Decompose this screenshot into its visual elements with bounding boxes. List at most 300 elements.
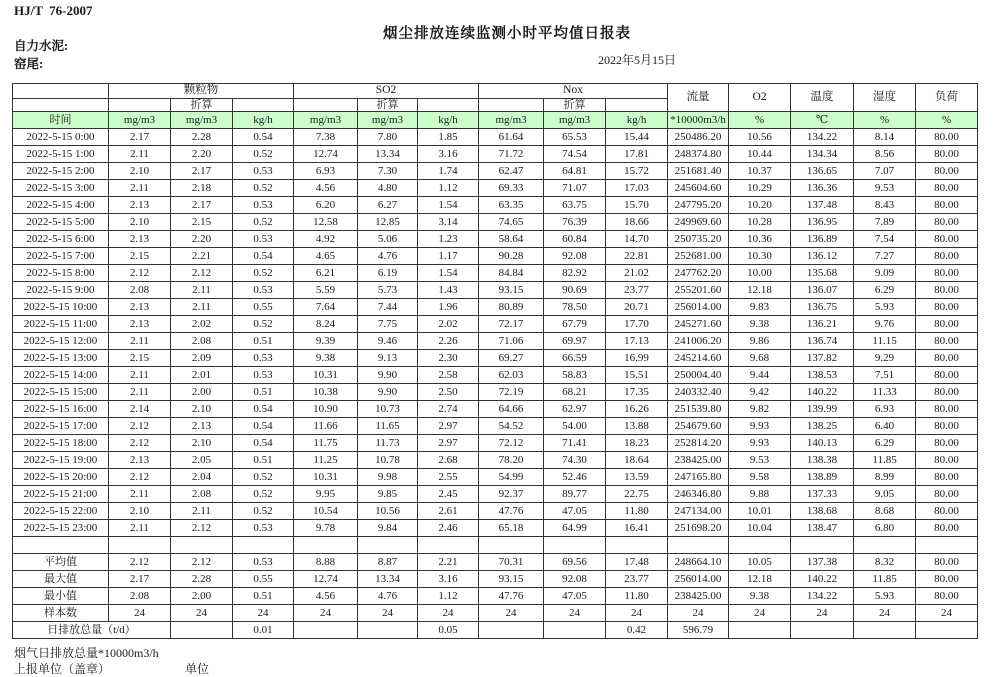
cell: 245271.60: [668, 316, 729, 333]
cell: 6.29: [854, 282, 916, 299]
cell: 4.76: [358, 588, 418, 605]
cell: 60.84: [544, 231, 606, 248]
cell: 256014.00: [668, 299, 729, 316]
cell: 24: [294, 605, 358, 622]
cell: 238425.00: [668, 452, 729, 469]
cell: 2.08: [171, 333, 233, 350]
cell: 0.52: [233, 469, 294, 486]
cell: 18.66: [606, 214, 668, 231]
cell: 0.53: [233, 163, 294, 180]
cell: 2.18: [171, 180, 233, 197]
cell: 249969.60: [668, 214, 729, 231]
cell: 2022-5-15 20:00: [13, 469, 109, 486]
cell: 23.77: [606, 282, 668, 299]
cell: 250735.20: [668, 231, 729, 248]
cell: [544, 537, 606, 554]
cell: 136.36: [791, 180, 854, 197]
cell: 10.37: [729, 163, 791, 180]
header-converted-pm: 折算: [171, 99, 233, 112]
cell: 9.95: [294, 486, 358, 503]
cell: [791, 537, 854, 554]
cell: 72.17: [479, 316, 544, 333]
cell: 80.89: [479, 299, 544, 316]
cell: 93.15: [479, 571, 544, 588]
cell: 9.83: [729, 299, 791, 316]
cell: 90.28: [479, 248, 544, 265]
cell: 6.40: [854, 418, 916, 435]
cell: 92.08: [544, 248, 606, 265]
cell: 247762.20: [668, 265, 729, 282]
cell: 2.58: [418, 367, 479, 384]
cell: 1.54: [418, 265, 479, 282]
cell: 10.56: [358, 503, 418, 520]
header-blank: [233, 99, 294, 112]
cell: 11.15: [854, 333, 916, 350]
cell: 65.18: [479, 520, 544, 537]
cell: 80.00: [916, 299, 978, 316]
cell: 15.51: [606, 367, 668, 384]
hourly-row: [13, 248, 978, 265]
cell: 12.74: [294, 571, 358, 588]
cell: 11.75: [294, 435, 358, 452]
cell: 136.65: [791, 163, 854, 180]
cell: 80.00: [916, 214, 978, 231]
cell: 12.18: [729, 571, 791, 588]
cell: 17.03: [606, 180, 668, 197]
cell: 136.75: [791, 299, 854, 316]
cell: 9.90: [358, 367, 418, 384]
cell: 10.00: [729, 265, 791, 282]
cell: [358, 622, 418, 639]
cell: 47.76: [479, 588, 544, 605]
cell: 74.54: [544, 146, 606, 163]
cell: 54.52: [479, 418, 544, 435]
unit-header: %: [854, 112, 916, 129]
unit-header: kg/h: [418, 112, 479, 129]
cell: 70.31: [479, 554, 544, 571]
cell: 2.11: [109, 180, 171, 197]
hourly-row: [13, 520, 978, 537]
cell: 8.88: [294, 554, 358, 571]
cell: 92.08: [544, 571, 606, 588]
cell: 9.44: [729, 367, 791, 384]
cell: 3.14: [418, 214, 479, 231]
hourly-row: [13, 333, 978, 350]
cell: 80.00: [916, 197, 978, 214]
cell: [13, 537, 109, 554]
cell: 11.85: [854, 571, 916, 588]
cell: 8.99: [854, 469, 916, 486]
cell: 138.47: [791, 520, 854, 537]
cell: 9.88: [729, 486, 791, 503]
cell: 69.27: [479, 350, 544, 367]
cell: 9.82: [729, 401, 791, 418]
cell: 254679.60: [668, 418, 729, 435]
summary-row: [13, 554, 978, 571]
cell: 138.53: [791, 367, 854, 384]
cell: 2.11: [109, 486, 171, 503]
cell: [358, 537, 418, 554]
cell: 2.11: [109, 367, 171, 384]
cell: 52.46: [544, 469, 606, 486]
daily-total-row: [13, 622, 978, 639]
unit-header: kg/h: [606, 112, 668, 129]
cell: 23.77: [606, 571, 668, 588]
cell: 13.88: [606, 418, 668, 435]
cell: 9.90: [358, 384, 418, 401]
cell: 2.20: [171, 146, 233, 163]
cell: 10.73: [358, 401, 418, 418]
cell: 247165.80: [668, 469, 729, 486]
cell: 2.17: [109, 129, 171, 146]
cell: 137.48: [791, 197, 854, 214]
cell: 74.30: [544, 452, 606, 469]
cell: 24: [916, 605, 978, 622]
cell: 11.66: [294, 418, 358, 435]
cell: 71.41: [544, 435, 606, 452]
cell: 64.66: [479, 401, 544, 418]
cell: 251539.80: [668, 401, 729, 418]
cell: 0.54: [233, 129, 294, 146]
cell: 8.43: [854, 197, 916, 214]
cell: 2022-5-15 21:00: [13, 486, 109, 503]
cell: [916, 622, 978, 639]
cell: 2022-5-15 12:00: [13, 333, 109, 350]
cell: 54.00: [544, 418, 606, 435]
cell: 6.93: [854, 401, 916, 418]
cell: 62.03: [479, 367, 544, 384]
unit-header: kg/h: [233, 112, 294, 129]
cell: 2.45: [418, 486, 479, 503]
hourly-row: [13, 367, 978, 384]
cell: 2022-5-15 19:00: [13, 452, 109, 469]
cell: 2022-5-15 14:00: [13, 367, 109, 384]
cell: 136.74: [791, 333, 854, 350]
unit-header: ℃: [791, 112, 854, 129]
cell: 4.92: [294, 231, 358, 248]
cell: [916, 537, 978, 554]
hourly-row: [13, 469, 978, 486]
cell: 240332.40: [668, 384, 729, 401]
cell: 252814.20: [668, 435, 729, 452]
cell: 1.23: [418, 231, 479, 248]
cell: 9.39: [294, 333, 358, 350]
cell: 2.12: [171, 265, 233, 282]
cell: 24: [668, 605, 729, 622]
cell: 76.39: [544, 214, 606, 231]
cell: 10.38: [294, 384, 358, 401]
cell: 251698.20: [668, 520, 729, 537]
cell: 2.28: [171, 129, 233, 146]
cell: 10.36: [729, 231, 791, 248]
cell: 0.53: [233, 282, 294, 299]
cell: 10.78: [358, 452, 418, 469]
cell: 0.55: [233, 571, 294, 588]
cell: 135.68: [791, 265, 854, 282]
cell: 11.33: [854, 384, 916, 401]
hourly-row: [13, 452, 978, 469]
cell: 2.12: [109, 418, 171, 435]
cell: 2.05: [171, 452, 233, 469]
cell: 0.53: [233, 554, 294, 571]
cell: 80.00: [916, 469, 978, 486]
reporting-org-label: 上报单位（盖章）: [14, 662, 111, 676]
cell: 2022-5-15 5:00: [13, 214, 109, 231]
cell: 9.58: [729, 469, 791, 486]
cell: 134.22: [791, 129, 854, 146]
cell: 58.83: [544, 367, 606, 384]
cell: 250486.20: [668, 129, 729, 146]
cell: 9.38: [294, 350, 358, 367]
cell: 0.52: [233, 486, 294, 503]
cell: 2022-5-15 2:00: [13, 163, 109, 180]
cell: [418, 537, 479, 554]
cell: 11.65: [358, 418, 418, 435]
header-humidity: 湿度: [854, 84, 916, 112]
cell: 2.00: [171, 384, 233, 401]
cell: [729, 622, 791, 639]
header-load: 负荷: [916, 84, 978, 112]
hourly-row: [13, 214, 978, 231]
cell: 2.15: [109, 248, 171, 265]
cell: 2022-5-15 17:00: [13, 418, 109, 435]
cell: 最大值: [13, 571, 109, 588]
summary-row: [13, 605, 978, 622]
unit-header: %: [729, 112, 791, 129]
cell: 7.44: [358, 299, 418, 316]
cell: 248664.10: [668, 554, 729, 571]
hourly-row: [13, 282, 978, 299]
cell: 17.70: [606, 316, 668, 333]
cell: 4.56: [294, 588, 358, 605]
cell: 93.15: [479, 282, 544, 299]
cell: 0.52: [233, 503, 294, 520]
cell: 2.13: [109, 231, 171, 248]
hourly-row: [13, 384, 978, 401]
cell: 80.00: [916, 333, 978, 350]
cell: 0.42: [606, 622, 668, 639]
cell: 7.64: [294, 299, 358, 316]
cell: 2.14: [109, 401, 171, 418]
cell: 2022-5-15 6:00: [13, 231, 109, 248]
cell: 2.12: [171, 554, 233, 571]
cell: 2.11: [171, 299, 233, 316]
cell: 80.00: [916, 401, 978, 418]
cell: 2.04: [171, 469, 233, 486]
cell: 2.01: [171, 367, 233, 384]
cell: 8.14: [854, 129, 916, 146]
spacer-row: [13, 537, 978, 554]
cell: 2.68: [418, 452, 479, 469]
cell: 5.93: [854, 588, 916, 605]
cell: 2.13: [109, 316, 171, 333]
cell: 24: [606, 605, 668, 622]
cell: 18.23: [606, 435, 668, 452]
cell: 0.53: [233, 520, 294, 537]
cell: 2.10: [109, 503, 171, 520]
cell: 7.75: [358, 316, 418, 333]
header-blank: [13, 99, 109, 112]
cell: 7.27: [854, 248, 916, 265]
cell: 2.10: [171, 401, 233, 418]
cell: 2.10: [171, 435, 233, 452]
unit-header: mg/m3: [479, 112, 544, 129]
cell: 47.05: [544, 588, 606, 605]
cell: 2.11: [171, 503, 233, 520]
cell: 47.05: [544, 503, 606, 520]
cell: 134.22: [791, 588, 854, 605]
cell: [479, 537, 544, 554]
cell: 2022-5-15 15:00: [13, 384, 109, 401]
cell: 9.93: [729, 418, 791, 435]
hourly-row: [13, 265, 978, 282]
cell: 0.52: [233, 265, 294, 282]
cell: [233, 537, 294, 554]
cell: 138.68: [791, 503, 854, 520]
cell: 2.02: [171, 316, 233, 333]
cell: 2.28: [171, 571, 233, 588]
stack-label: 窑尾:: [14, 57, 44, 71]
cell: 2.17: [171, 197, 233, 214]
header-temperature: 温度: [791, 84, 854, 112]
cell: 0.05: [418, 622, 479, 639]
cell: [854, 622, 916, 639]
cell: 1.96: [418, 299, 479, 316]
cell: 251681.40: [668, 163, 729, 180]
cell: 2022-5-15 1:00: [13, 146, 109, 163]
cell: 238425.00: [668, 588, 729, 605]
cell: 80.00: [916, 231, 978, 248]
cell: 9.86: [729, 333, 791, 350]
cell: 10.44: [729, 146, 791, 163]
cell: 80.00: [916, 129, 978, 146]
hourly-row: [13, 486, 978, 503]
cell: 69.97: [544, 333, 606, 350]
cell: 13.34: [358, 146, 418, 163]
cell: 1.85: [418, 129, 479, 146]
cell: 0.55: [233, 299, 294, 316]
cell: 10.28: [729, 214, 791, 231]
cell: 10.20: [729, 197, 791, 214]
unit-header: mg/m3: [171, 112, 233, 129]
cell: 24: [171, 605, 233, 622]
cell: 2022-5-15 3:00: [13, 180, 109, 197]
summary-row: [13, 571, 978, 588]
cell: 2.12: [109, 435, 171, 452]
header-group-nox: Nox: [479, 84, 668, 99]
cell: 7.30: [358, 163, 418, 180]
cell: 5.73: [358, 282, 418, 299]
cell: 21.02: [606, 265, 668, 282]
cell: 9.98: [358, 469, 418, 486]
cell: 80.00: [916, 503, 978, 520]
cell: 250004.40: [668, 367, 729, 384]
cell: 2022-5-15 4:00: [13, 197, 109, 214]
cell: 90.69: [544, 282, 606, 299]
hourly-row: [13, 129, 978, 146]
cell: 16.41: [606, 520, 668, 537]
cell: 10.31: [294, 367, 358, 384]
cell: 8.56: [854, 146, 916, 163]
cell: 8.24: [294, 316, 358, 333]
unit-header: %: [916, 112, 978, 129]
cell: 11.80: [606, 503, 668, 520]
cell: 9.68: [729, 350, 791, 367]
unit-header: mg/m3: [544, 112, 606, 129]
cell: 0.54: [233, 418, 294, 435]
cell: 137.33: [791, 486, 854, 503]
cell: 138.38: [791, 452, 854, 469]
cell: 80.00: [916, 520, 978, 537]
cell: 2.17: [171, 163, 233, 180]
cell: 10.54: [294, 503, 358, 520]
cell: 24: [854, 605, 916, 622]
cell: 2.97: [418, 418, 479, 435]
cell: 17.48: [606, 554, 668, 571]
cell: 140.22: [791, 384, 854, 401]
cell: 11.85: [854, 452, 916, 469]
cell: 0.54: [233, 248, 294, 265]
cell: 92.37: [479, 486, 544, 503]
time-header: 时间: [13, 112, 109, 129]
cell: 0.52: [233, 316, 294, 333]
cell: 24: [544, 605, 606, 622]
cell: 80.00: [916, 384, 978, 401]
cell: 74.65: [479, 214, 544, 231]
cell: 2.11: [171, 282, 233, 299]
header-blank: [418, 99, 479, 112]
cell: 9.84: [358, 520, 418, 537]
header-o2: O2: [729, 84, 791, 112]
cell: 20.71: [606, 299, 668, 316]
cell: 6.29: [854, 435, 916, 452]
cell: 138.89: [791, 469, 854, 486]
cell: 84.84: [479, 265, 544, 282]
flow-total-note: 烟气日排放总量*10000m3/h: [14, 646, 159, 660]
cell: 12.85: [358, 214, 418, 231]
cell: 71.72: [479, 146, 544, 163]
cell: 82.92: [544, 265, 606, 282]
cell: 13.34: [358, 571, 418, 588]
company-label: 自力水泥:: [14, 39, 69, 53]
cell: 78.20: [479, 452, 544, 469]
cell: 69.56: [544, 554, 606, 571]
cell: 2022-5-15 7:00: [13, 248, 109, 265]
hourly-row: [13, 435, 978, 452]
cell: 2.10: [109, 163, 171, 180]
cell: 6.19: [358, 265, 418, 282]
cell: 22.75: [606, 486, 668, 503]
cell: 80.00: [916, 265, 978, 282]
cell: 24: [418, 605, 479, 622]
cell: 72.19: [479, 384, 544, 401]
cell: 2.02: [418, 316, 479, 333]
cell: 1.12: [418, 588, 479, 605]
cell: 10.31: [294, 469, 358, 486]
cell: 9.38: [729, 316, 791, 333]
cell: 1.17: [418, 248, 479, 265]
table-body: [13, 129, 978, 639]
cell: 2.30: [418, 350, 479, 367]
hourly-row: [13, 180, 978, 197]
cell: 0.51: [233, 333, 294, 350]
cell: 2.13: [171, 418, 233, 435]
cell: 12.58: [294, 214, 358, 231]
hourly-row: [13, 299, 978, 316]
header-group-pm: 颗粒物: [109, 84, 294, 99]
cell: 2.12: [109, 554, 171, 571]
hourly-row: [13, 418, 978, 435]
